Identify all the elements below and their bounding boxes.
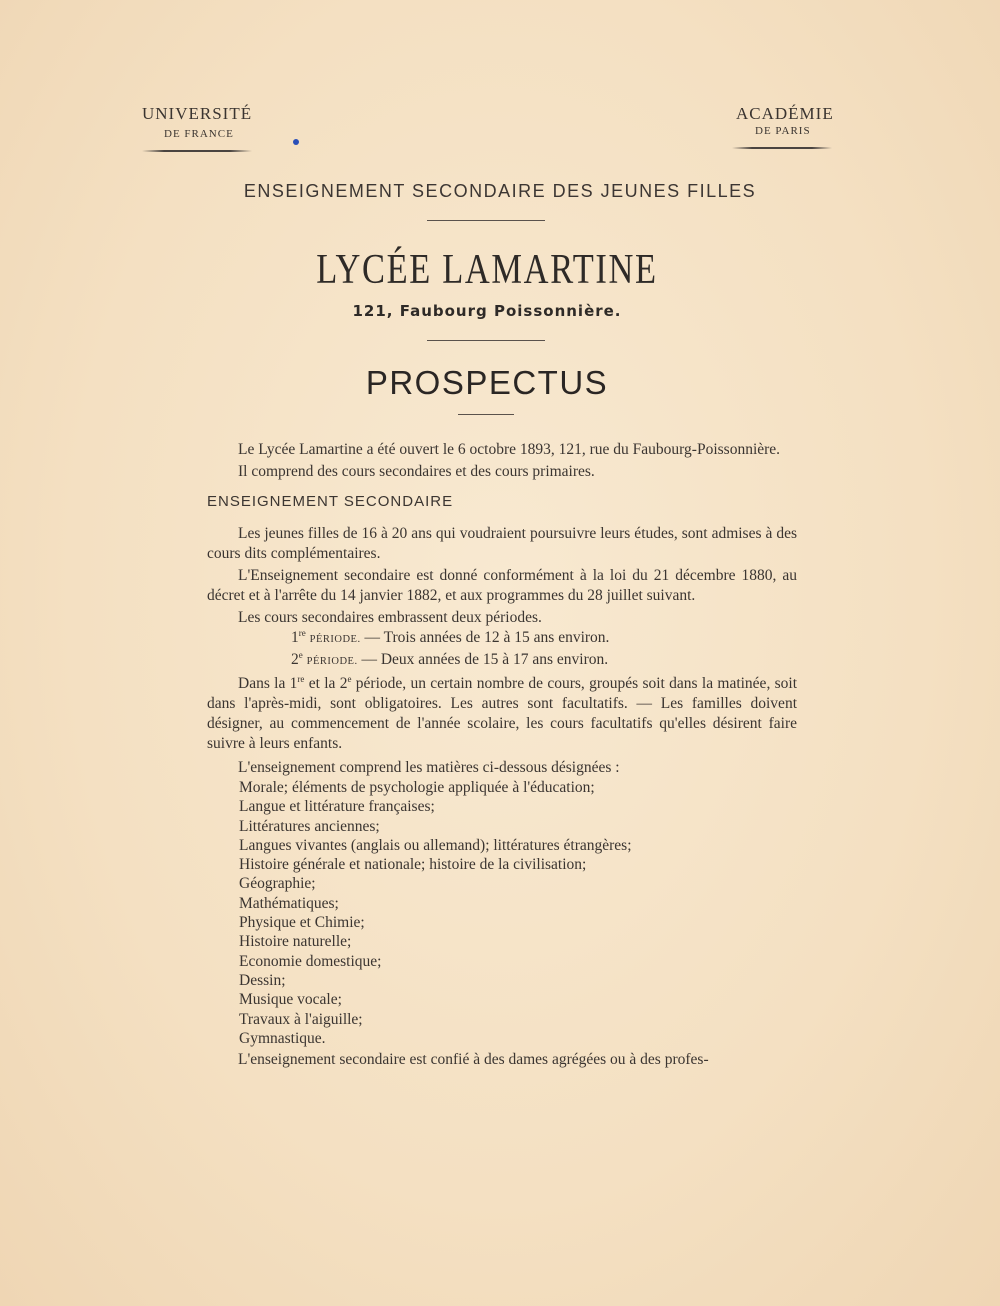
header-right-ornament [732,147,832,149]
body-paragraph: Les cours secondaires embrassent deux périodes. [238,609,542,626]
period-line: 1re PÉRIODE. — Trois années de 12 à 15 ans environ. [291,627,610,646]
divider-rule [458,414,514,415]
header-left-ornament [142,150,252,152]
divider-rule [427,220,545,221]
periods-note: Dans la 1re et la 2e période, un certain nombre de cours, groupés soit dans la matinée, soit dans l'après-midi, sont obligatoires. Les autres sont facultatifs. — Les familles doivent désigner, au commencement de l'année scolaire, les cours facultatifs qu'elles désirent faire suivre à leurs enfants. [207,673,798,752]
list-item: Langue et littérature françaises; [239,798,435,816]
subjects-intro: L'enseignement comprend les matières ci-dessous désignées : [238,759,620,776]
intro-paragraph: Le Lycée Lamartine a été ouvert le 6 octobre 1893, 121, rue du Faubourg-Poissonnière. [238,441,781,458]
body-paragraph: Les jeunes filles de 16 à 20 ans qui voudraient poursuivre leurs études, sont admises à des cours dits complémentaires. [207,525,797,562]
header-left-subtitle: DE FRANCE [164,128,234,140]
header-right-subtitle: DE PARIS [755,125,811,137]
body-paragraph: L'Enseignement secondaire est donné conformément à la loi du 21 décembre 1880, au décret et à l'arrête du 14 janvier 1882, et aux programmes du 28 juillet suivant. [207,567,797,604]
list-item: Economie domestique; [239,952,382,970]
subjects-list [207,778,797,1048]
divider-rule [427,340,545,341]
list-item: Gymnastique. [239,1029,326,1047]
list-item: Travaux à l'aiguille; [239,1010,363,1028]
list-item: Morale; éléments de psychologie appliquée à l'éducation; [239,779,595,796]
section-heading: ENSEIGNEMENT SECONDAIRE [207,493,454,510]
list-item: Musique vocale; [239,991,342,1009]
page-subtitle: ENSEIGNEMENT SECONDAIRE DES JEUNES FILLES [243,181,757,201]
address-line: 121, Faubourg Poissonnière. [352,302,622,320]
body-text [207,440,797,1070]
header-left-title: UNIVERSITÉ [142,104,253,123]
page-title: LYCÉE LAMARTINE [316,247,658,293]
ink-dot [293,139,299,145]
document-heading: PROSPECTUS [365,364,609,401]
list-item: Littératures anciennes; [239,817,380,835]
list-item: Physique et Chimie; [239,914,365,932]
list-item: Géographie; [239,875,316,893]
list-item: Langues vivantes (anglais ou allemand); littératures étrangères; [239,836,632,854]
period-line: 2e PÉRIODE. — Deux années de 15 à 17 ans environ. [291,649,609,668]
closing-line: L'enseignement secondaire est confié à des dames agrégées ou à des profes- [238,1051,709,1069]
list-item: Mathématiques; [239,894,339,912]
list-item: Histoire naturelle; [239,933,352,951]
list-item: Histoire générale et nationale; histoire de la civilisation; [239,856,587,874]
list-item: Dessin; [239,971,286,989]
intro-paragraph: Il comprend des cours secondaires et des cours primaires. [238,463,595,480]
header-right-title: ACADÉMIE [736,104,834,123]
